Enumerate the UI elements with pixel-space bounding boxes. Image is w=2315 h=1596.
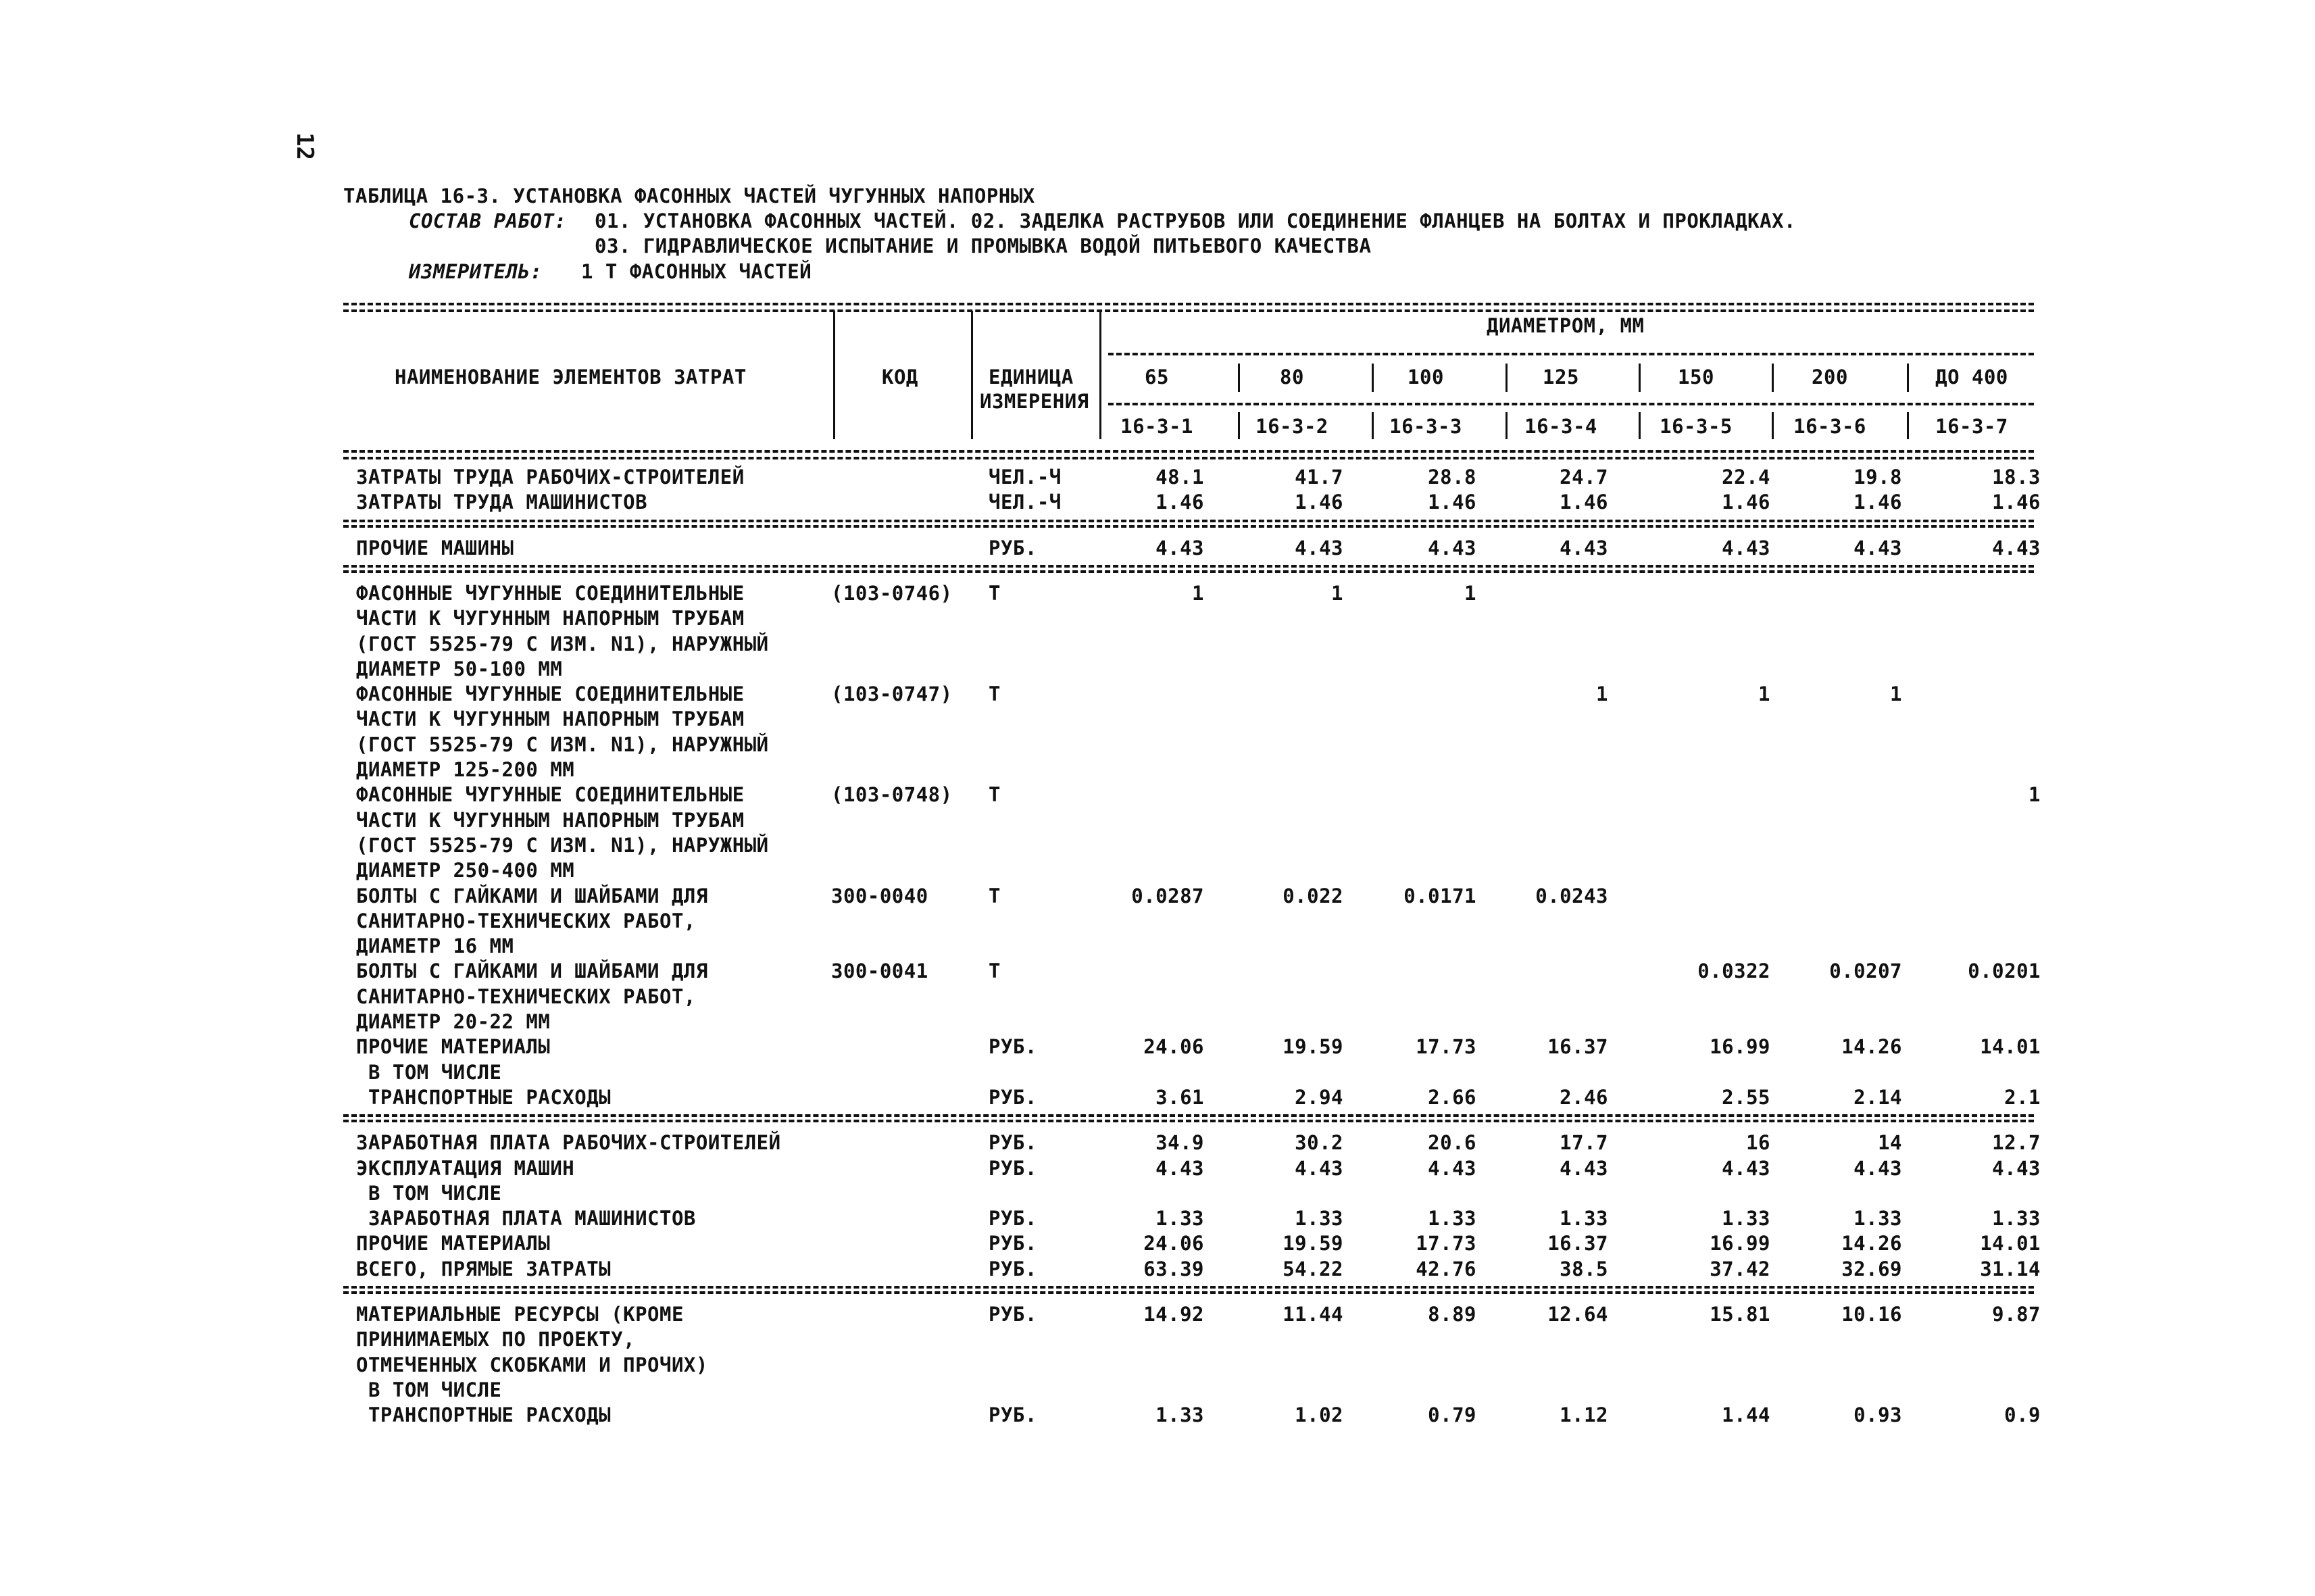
table-title: ТАБЛИЦА 16-3. УСТАНОВКА ФАСОННЫХ ЧАСТЕЙ ЧУГУННЫХ НАПОРНЫХ <box>343 184 1035 207</box>
row-value: 14.26 <box>1841 1035 1902 1059</box>
header-size: 200 <box>1812 366 1848 389</box>
row-label: ЭКСПЛУАТАЦИЯ МАШИН <box>356 1156 575 1180</box>
after-totals-rule-2 <box>343 1291 2034 1294</box>
row-value: 1 <box>1758 682 1770 706</box>
row-label: ТРАНСПОРТНЫЕ РАСХОДЫ <box>356 1403 612 1427</box>
row-value: 16.99 <box>1710 1035 1770 1059</box>
row-label: САНИТАРНО-ТЕХНИЧЕСКИХ РАБОТ, <box>356 984 696 1008</box>
row-value: 63.39 <box>1143 1257 1204 1280</box>
row-value: 48.1 <box>1155 466 1204 489</box>
row-value: 1.33 <box>1722 1207 1770 1230</box>
row-label: (ГОСТ 5525-79 С ИЗМ. N1), НАРУЖНЫЙ <box>356 732 769 756</box>
row-unit: РУБ. <box>989 1403 1037 1427</box>
row-label: ПРОЧИЕ МАТЕРИАЛЫ <box>356 1035 551 1059</box>
after-machines-rule-2 <box>343 570 2034 573</box>
code-row-start-rule <box>1099 412 1101 439</box>
row-label: В ТОМ ЧИСЛЕ <box>356 1181 502 1205</box>
row-unit: РУБ. <box>989 1232 1037 1255</box>
row-value: 4.43 <box>1853 536 1902 559</box>
row-value: 0.79 <box>1428 1403 1476 1427</box>
row-value: 12.64 <box>1547 1303 1608 1326</box>
row-value: 16 <box>1746 1131 1770 1155</box>
row-label: ОТМЕЧЕННЫХ СКОБКАМИ И ПРОЧИХ) <box>356 1353 708 1376</box>
row-label: ПРОЧИЕ МАШИНЫ <box>356 536 514 559</box>
row-value: 1.33 <box>1155 1403 1204 1427</box>
code-col-rule <box>1639 412 1641 439</box>
header-size: 150 <box>1678 366 1714 389</box>
header-unit-2: ИЗМЕРЕНИЯ <box>980 390 1089 413</box>
row-value: 4.43 <box>1428 1156 1476 1180</box>
header-code-number: 16-3-4 <box>1524 415 1597 438</box>
row-value: 16.99 <box>1710 1232 1770 1255</box>
row-value: 1 <box>1464 581 1476 605</box>
row-value: 0.0171 <box>1403 884 1476 907</box>
row-value: 20.6 <box>1428 1131 1476 1155</box>
row-value: 10.16 <box>1841 1303 1902 1326</box>
row-value: 1.12 <box>1560 1403 1608 1427</box>
row-value: 19.8 <box>1853 466 1902 489</box>
header-code-number: 16-3-5 <box>1660 415 1733 438</box>
header-bottom-rule-2 <box>343 457 2034 459</box>
row-label: ЗАТРАТЫ ТРУДА МАШИНИСТОВ <box>356 491 648 514</box>
diameter-rule <box>1108 353 2034 355</box>
row-value: 1 <box>1890 682 1902 706</box>
row-value: 4.43 <box>1295 536 1343 559</box>
size-col-rule <box>1772 364 1774 392</box>
row-value: 0.9 <box>2004 1403 2041 1427</box>
size-col-rule <box>1639 364 1641 392</box>
measure-label: ИЗМЕРИТЕЛЬ: <box>409 260 543 283</box>
row-value: 4.43 <box>1992 1156 2041 1180</box>
row-value: 2.94 <box>1295 1085 1343 1109</box>
row-value: 22.4 <box>1722 466 1770 489</box>
row-value: 19.59 <box>1283 1232 1343 1255</box>
row-value: 14.92 <box>1143 1303 1204 1326</box>
header-name: НАИМЕНОВАНИЕ ЭЛЕМЕНТОВ ЗАТРАТ <box>395 366 747 389</box>
row-label: ЗАРАБОТНАЯ ПЛАТА МАШИНИСТОВ <box>356 1207 696 1230</box>
row-unit: РУБ. <box>989 1207 1037 1230</box>
row-label: ЧАСТИ К ЧУГУННЫМ НАПОРНЫМ ТРУБАМ <box>356 607 745 630</box>
row-unit: РУБ. <box>989 1257 1037 1280</box>
after-machines-rule <box>343 565 2034 568</box>
row-value: 4.43 <box>1992 536 2041 559</box>
row-label: ЧАСТИ К ЧУГУННЫМ НАПОРНЫМ ТРУБАМ <box>356 808 745 832</box>
row-label: ФАСОННЫЕ ЧУГУННЫЕ СОЕДИНИТЕЛЬНЫЕ <box>356 682 745 706</box>
row-value: 14.26 <box>1841 1232 1902 1255</box>
row-label: ДИАМЕТР 250-400 ММ <box>356 859 575 882</box>
row-value: 2.55 <box>1722 1085 1770 1109</box>
row-value: 1 <box>1331 581 1343 605</box>
row-value: 1 <box>2028 783 2041 807</box>
header-code-number: 16-3-3 <box>1389 415 1462 438</box>
row-value: 42.76 <box>1416 1257 1476 1280</box>
row-label: ТРАНСПОРТНЫЕ РАСХОДЫ <box>356 1085 612 1109</box>
row-value: 1.46 <box>1722 491 1770 514</box>
row-value: 8.89 <box>1428 1303 1476 1326</box>
row-value: 1.33 <box>1295 1207 1343 1230</box>
row-value: 1 <box>1192 581 1204 605</box>
row-value: 2.14 <box>1853 1085 1902 1109</box>
row-value: 0.0243 <box>1535 884 1608 907</box>
row-value: 4.43 <box>1722 1156 1770 1180</box>
row-value: 4.43 <box>1428 536 1476 559</box>
row-label: МАТЕРИАЛЬНЫЕ РЕСУРСЫ (КРОМЕ <box>356 1303 684 1326</box>
row-label: ЗАРАБОТНАЯ ПЛАТА РАБОЧИХ-СТРОИТЕЛЕЙ <box>356 1131 781 1155</box>
row-value: 4.43 <box>1560 536 1608 559</box>
row-value: 31.14 <box>1980 1257 2041 1280</box>
header-code: КОД <box>882 366 918 389</box>
row-value: 2.1 <box>2004 1085 2041 1109</box>
row-label: ДИАМЕТР 16 ММ <box>356 934 514 958</box>
row-value: 34.9 <box>1155 1131 1204 1155</box>
row-value: 1.46 <box>1428 491 1476 514</box>
header-size: 125 <box>1543 366 1579 389</box>
row-unit: Т <box>989 682 1001 706</box>
row-unit: РУБ. <box>989 1156 1037 1180</box>
row-value: 0.022 <box>1283 884 1343 907</box>
row-value: 1.44 <box>1722 1403 1770 1427</box>
header-code-number: 16-3-2 <box>1255 415 1328 438</box>
row-label: БОЛТЫ С ГАЙКАМИ И ШАЙБАМИ ДЛЯ <box>356 884 708 907</box>
after-materials-rule <box>343 1114 2034 1117</box>
row-value: 14.01 <box>1980 1232 2041 1255</box>
row-value: 17.73 <box>1416 1035 1476 1059</box>
row-value: 19.59 <box>1283 1035 1343 1059</box>
row-value: 4.43 <box>1722 536 1770 559</box>
row-value: 0.0287 <box>1131 884 1204 907</box>
row-value: 4.43 <box>1295 1156 1343 1180</box>
row-value: 3.61 <box>1155 1085 1204 1109</box>
row-label: ДИАМЕТР 125-200 ММ <box>356 758 575 781</box>
row-value: 4.43 <box>1155 536 1204 559</box>
size-col-rule <box>1907 364 1909 392</box>
row-value: 14 <box>1878 1131 1902 1155</box>
code-unit-rule <box>971 311 973 439</box>
composition-line-2: 03. ГИДРАВЛИЧЕСКОЕ ИСПЫТАНИЕ И ПРОМЫВКА ВОДОЙ ПИТЬЕВОГО КАЧЕСТВА <box>595 234 1372 257</box>
row-value: 11.44 <box>1283 1303 1343 1326</box>
row-unit: РУБ. <box>989 536 1037 559</box>
row-label: ФАСОННЫЕ ЧУГУННЫЕ СОЕДИНИТЕЛЬНЫЕ <box>356 581 745 605</box>
row-unit: РУБ. <box>989 1035 1037 1059</box>
row-value: 24.06 <box>1143 1232 1204 1255</box>
row-value: 0.0322 <box>1697 959 1770 983</box>
header-code-number: 16-3-1 <box>1120 415 1193 438</box>
header-top-rule-2 <box>343 309 2034 312</box>
row-value: 24.06 <box>1143 1035 1204 1059</box>
row-code: (103-0746) <box>831 581 953 605</box>
row-label: В ТОМ ЧИСЛЕ <box>356 1060 502 1084</box>
row-value: 54.22 <box>1283 1257 1343 1280</box>
row-unit: ЧЕЛ.-Ч <box>989 491 1062 514</box>
composition-label: СОСТАВ РАБОТ: <box>409 209 567 232</box>
row-value: 32.69 <box>1841 1257 1902 1280</box>
row-unit: Т <box>989 581 1001 605</box>
row-value: 1.46 <box>1560 491 1608 514</box>
row-label: ПРИНИМАЕМЫХ ПО ПРОЕКТУ, <box>356 1328 636 1351</box>
row-value: 1 <box>1596 682 1608 706</box>
header-unit-1: ЕДИНИЦА <box>989 366 1074 389</box>
row-unit: РУБ. <box>989 1085 1037 1109</box>
after-labor-rule <box>343 520 2034 522</box>
row-value: 0.93 <box>1853 1403 1902 1427</box>
after-labor-rule-2 <box>343 525 2034 528</box>
row-label: (ГОСТ 5525-79 С ИЗМ. N1), НАРУЖНЫЙ <box>356 632 769 655</box>
header-size: 100 <box>1408 366 1444 389</box>
row-value: 9.87 <box>1992 1303 2041 1326</box>
after-totals-rule <box>343 1286 2034 1289</box>
row-value: 1.33 <box>1560 1207 1608 1230</box>
row-unit: РУБ. <box>989 1131 1037 1155</box>
row-label: САНИТАРНО-ТЕХНИЧЕСКИХ РАБОТ, <box>356 909 696 932</box>
row-value: 16.37 <box>1547 1232 1608 1255</box>
row-value: 1.33 <box>1992 1207 2041 1230</box>
row-value: 1.02 <box>1295 1403 1343 1427</box>
row-value: 24.7 <box>1560 466 1608 489</box>
header-size: 65 <box>1145 366 1169 389</box>
row-value: 0.0207 <box>1829 959 1902 983</box>
row-value: 4.43 <box>1155 1156 1204 1180</box>
row-value: 17.7 <box>1560 1131 1608 1155</box>
row-value: 2.66 <box>1428 1085 1476 1109</box>
sizes-rule <box>1108 403 2034 405</box>
row-label: ЗАТРАТЫ ТРУДА РАБОЧИХ-СТРОИТЕЛЕЙ <box>356 466 745 489</box>
row-value: 28.8 <box>1428 466 1476 489</box>
row-unit: ЧЕЛ.-Ч <box>989 466 1062 489</box>
row-value: 1.46 <box>1155 491 1204 514</box>
header-code-number: 16-3-6 <box>1793 415 1866 438</box>
row-code: 300-0041 <box>831 959 928 983</box>
header-code-number: 16-3-7 <box>1935 415 2008 438</box>
row-value: 30.2 <box>1295 1131 1343 1155</box>
header-top-rule <box>343 303 2034 305</box>
row-value: 41.7 <box>1295 466 1343 489</box>
name-code-rule <box>833 311 835 439</box>
header-size: ДО 400 <box>1935 366 2008 389</box>
row-label: ДИАМЕТР 20-22 ММ <box>356 1010 551 1033</box>
row-value: 12.7 <box>1992 1131 2041 1155</box>
row-value: 1.33 <box>1853 1207 1902 1230</box>
row-value: 14.01 <box>1980 1035 2041 1059</box>
code-col-rule <box>1907 412 1909 439</box>
row-value: 1.46 <box>1992 491 2041 514</box>
row-unit: РУБ. <box>989 1303 1037 1326</box>
row-value: 2.46 <box>1560 1085 1608 1109</box>
header-diameter: ДИАМЕТРОМ, ММ <box>1487 314 1645 337</box>
row-label: БОЛТЫ С ГАЙКАМИ И ШАЙБАМИ ДЛЯ <box>356 959 708 983</box>
header-size: 80 <box>1280 366 1304 389</box>
row-value: 1.33 <box>1155 1207 1204 1230</box>
row-value: 4.43 <box>1853 1156 1902 1180</box>
row-label: В ТОМ ЧИСЛЕ <box>356 1378 502 1401</box>
row-unit: Т <box>989 884 1001 907</box>
row-value: 1.46 <box>1295 491 1343 514</box>
row-unit: Т <box>989 783 1001 807</box>
row-code: (103-0748) <box>831 783 953 807</box>
code-col-rule <box>1772 412 1774 439</box>
row-value: 17.73 <box>1416 1232 1476 1255</box>
row-value: 16.37 <box>1547 1035 1608 1059</box>
row-label: ДИАМЕТР 50-100 ММ <box>356 657 563 680</box>
row-value: 18.3 <box>1992 466 2041 489</box>
row-label: ВСЕГО, ПРЯМЫЕ ЗАТРАТЫ <box>356 1257 612 1280</box>
after-materials-rule-2 <box>343 1120 2034 1122</box>
measure-value: 1 Т ФАСОННЫХ ЧАСТЕЙ <box>581 260 812 283</box>
row-code: 300-0040 <box>831 884 928 907</box>
row-value: 4.43 <box>1560 1156 1608 1180</box>
row-unit: Т <box>989 959 1001 983</box>
row-value: 38.5 <box>1560 1257 1608 1280</box>
row-label: ПРОЧИЕ МАТЕРИАЛЫ <box>356 1232 551 1255</box>
row-code: (103-0747) <box>831 682 953 706</box>
page-number: 12 <box>291 132 318 160</box>
row-label: (ГОСТ 5525-79 С ИЗМ. N1), НАРУЖНЫЙ <box>356 833 769 857</box>
row-label: ЧАСТИ К ЧУГУННЫМ НАПОРНЫМ ТРУБАМ <box>356 707 745 731</box>
row-value: 37.42 <box>1710 1257 1770 1280</box>
composition-line-1: 01. УСТАНОВКА ФАСОННЫХ ЧАСТЕЙ. 02. ЗАДЕЛКА РАСТРУБОВ ИЛИ СОЕДИНЕНИЕ ФЛАНЦЕВ НА БОЛТАХ И ПРОКЛАДКАХ. <box>595 209 1796 232</box>
row-value: 1.46 <box>1853 491 1902 514</box>
row-value: 15.81 <box>1710 1303 1770 1326</box>
row-value: 0.0201 <box>1968 959 2041 983</box>
row-label: ФАСОННЫЕ ЧУГУННЫЕ СОЕДИНИТЕЛЬНЫЕ <box>356 783 745 807</box>
header-bottom-rule <box>343 450 2034 453</box>
row-value: 1.33 <box>1428 1207 1476 1230</box>
